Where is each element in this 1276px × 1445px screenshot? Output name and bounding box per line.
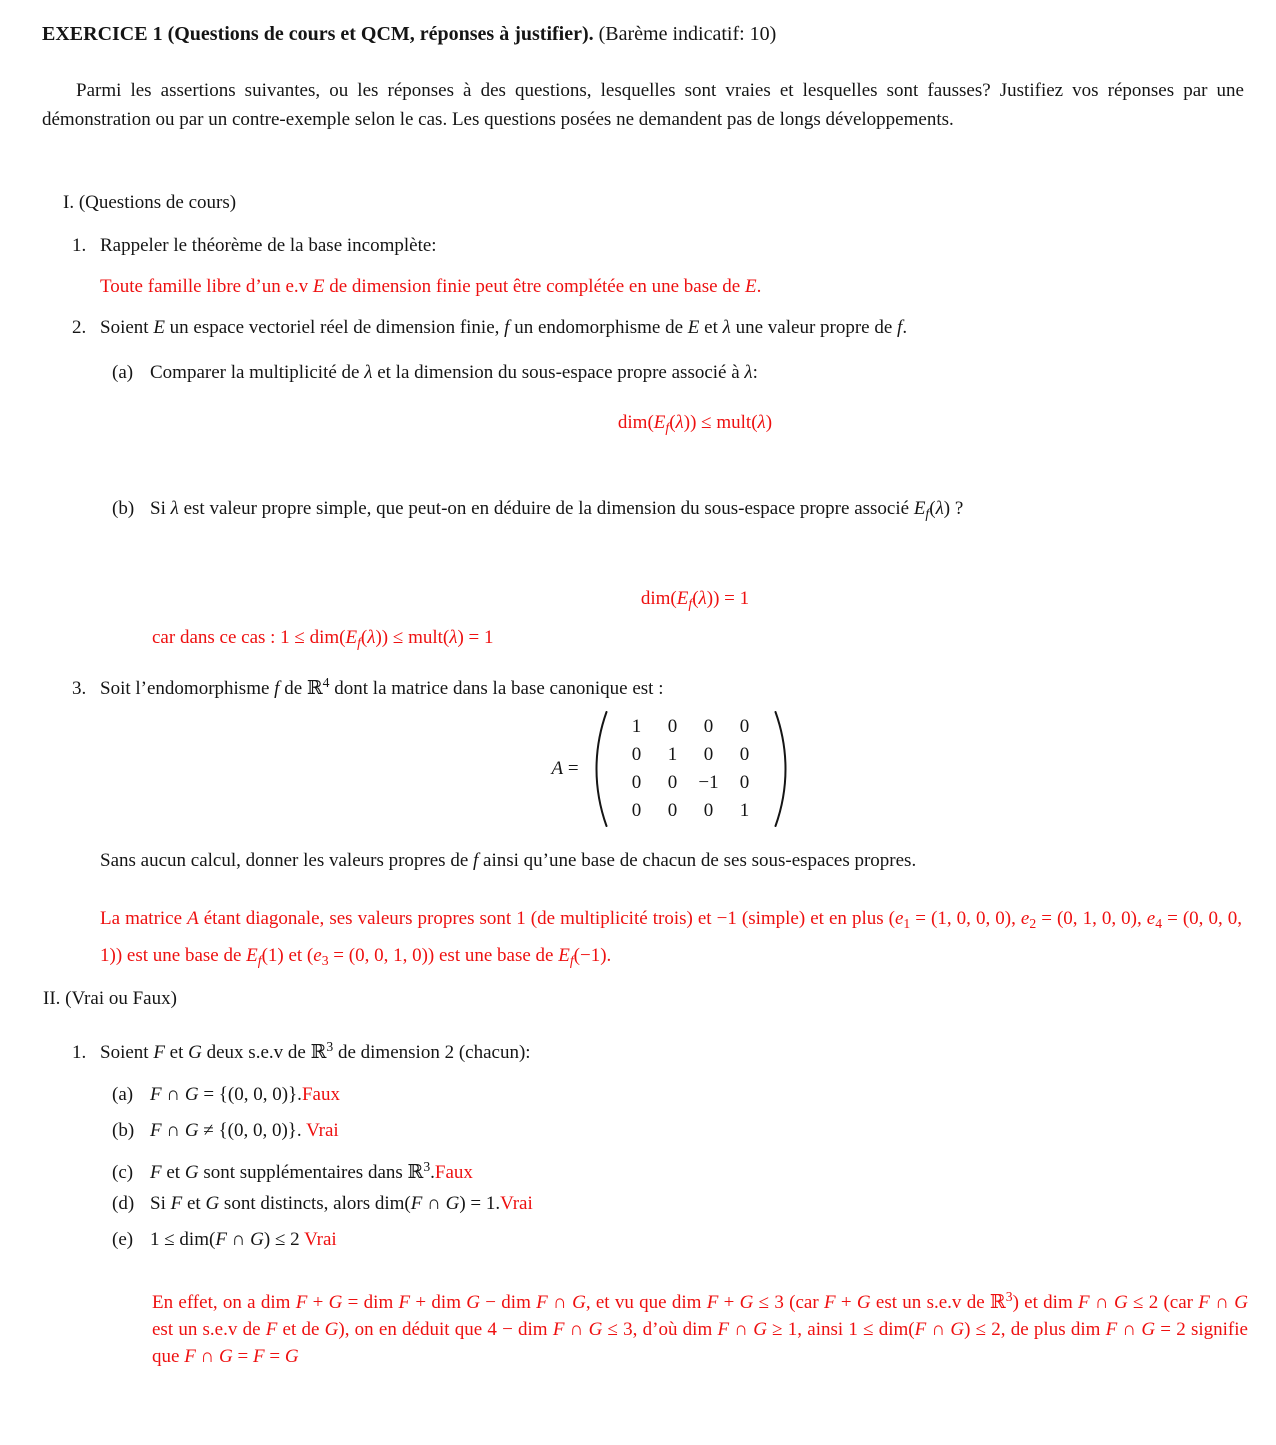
matrix-cell: 0: [703, 744, 714, 765]
item-d-label: (d): [112, 1193, 135, 1214]
part2-item-b: [112, 1116, 339, 1145]
item-d-text: Si F et G sont distincts, alors dim(F ∩ G) = 1.Vrai: [150, 1193, 533, 1214]
question3-answer: La matrice A étant diagonale, ses valeurs propres sont 1 (de multiplicité trois) et −1 (simple) et en plus ($e_1 = (1$, 0, 0, 0), $e_2 = (0$, 1, 0, 0), $e_4 = (0$, 0, 0, 1)) est une base de $E_f(1)$ et ($e_3 = (0$, 0, 1, 0)) est une base de $E_f(-1)$.: [100, 908, 1242, 968]
part1-question1: [72, 231, 437, 260]
matrix-lhs: A =: [551, 758, 579, 779]
question2-text: Soient E un espace vectoriel réel de dimension finie, f un endomorphisme de E et λ une valeur propre de f.: [100, 317, 908, 338]
question2-label: 2.: [72, 317, 87, 338]
question2b-answer-equation: $dim(E_f(\lambda)) = 1$: [640, 588, 750, 611]
question1-label: 1.: [72, 235, 87, 256]
question2a-text: Comparer la multiplicité de λ et la dimension du sous-espace propre associé à λ:: [150, 362, 758, 383]
part2-header: II. (Vrai ou Faux): [43, 988, 177, 1009]
question1-answer: Toute famille libre d’un e.v E de dimension finie peut être complétée en une base de E.: [100, 276, 762, 297]
item-e-text: 1 ≤ dim(F ∩ G) ≤ 2 Vrai: [150, 1229, 337, 1250]
part1-question3: [72, 668, 663, 703]
matrix-cell: 0: [631, 800, 642, 821]
part2-item-a: [112, 1080, 340, 1109]
item-c-text: F et G sont supplémentaires dans ℝ$^3$.Faux: [150, 1159, 473, 1183]
matrix-cell: 0: [703, 800, 714, 821]
matrix-left-paren: [593, 710, 609, 828]
part1-question2a: [112, 358, 758, 387]
matrix-cell: 0: [667, 716, 678, 737]
part2-question1-text: Soient F et G deux s.e.v de ℝ$^3$ de dimension 2 (chacun):: [100, 1039, 531, 1063]
matrix-cell: 0: [667, 772, 678, 793]
intro-paragraph: Parmi les assertions suivantes, ou les réponses à des questions, lesquelles sont vraies et lesquelles sont fausses? Justifiez vos réponses par une démonstration ou par un contre-exemple selon le cas. Les questions posées ne demandent pas de longs développements.: [42, 80, 1244, 130]
item-c-label: (c): [112, 1161, 134, 1183]
matrix-cell: 0: [631, 772, 642, 793]
item-a-label: (a): [112, 1084, 134, 1105]
matrix-cell: −1: [698, 772, 719, 793]
item-b-text: F ∩ G ≠ {(0, 0, 0)}. Vrai: [150, 1120, 339, 1141]
question3-text: Soit l’endomorphisme f de ℝ$^4$ dont la matrice dans la base canonique est :: [100, 675, 664, 699]
question3-followup: Sans aucun calcul, donner les valeurs propres de f ainsi qu’une base de chacun de ses sous-espaces propres.: [100, 850, 917, 871]
part2-item-d: [112, 1189, 533, 1218]
question2b-answer-note: car dans ce cas : $1 \le dim(E_f(\lambda))$ ≤ mult(λ) = 1: [152, 627, 494, 650]
question2b-text: Si λ est valeur propre simple, que peut-on en déduire de la dimension du sous-espace propre associé $E_f(\lambda)$ ?: [150, 498, 964, 521]
question2b-label: (b): [112, 498, 135, 519]
question2a-answer-equation: $dim(E_f(\lambda))$ ≤ mult(λ): [617, 412, 773, 435]
matrix-A-equation: [100, 710, 1240, 828]
matrix-right-paren: [773, 710, 789, 828]
item-a-text: F ∩ G = {(0, 0, 0)}.Faux: [150, 1084, 340, 1105]
question1-text: Rappeler le théorème de la base incomplète:: [100, 235, 437, 256]
exercise-title: EXERCICE 1 (Questions de cours et QCM, réponses à justifier). (Barème indicatif: 10): [42, 23, 777, 45]
matrix-cell: 0: [739, 744, 750, 765]
matrix-cell: 1: [667, 744, 678, 765]
part2-item-c: [112, 1152, 473, 1187]
matrix-cell: 1: [631, 716, 642, 737]
part2-justification: En effet, on a dim F + G = dim F + dim G − dim F ∩ G, et vu que dim F + G ≤ 3 (car F + G est un s.e.v de ℝ$^3$) et dim F ∩ G ≤ 2 (car F ∩ G est un s.e.v de F et de G), on en déduit que 4 − dim F ∩ G ≤ 3, d’où dim F ∩ G ≥ 1, ainsi 1 ≤ dim(F ∩ G) ≤ 2, de plus dim F ∩ G = 2 signifie que F ∩ G = F = G: [152, 1289, 1248, 1367]
matrix-cells: [619, 713, 763, 825]
matrix-cell: 0: [667, 800, 678, 821]
part2-item-e: [112, 1225, 337, 1254]
matrix-cell: 0: [739, 716, 750, 737]
question2a-label: (a): [112, 362, 134, 383]
part1-header: I. (Questions de cours): [63, 192, 237, 213]
part2-question1-label: 1.: [72, 1041, 87, 1063]
matrix-A: [551, 710, 788, 828]
matrix-cell: 1: [739, 800, 750, 821]
matrix-cell: 0: [631, 744, 642, 765]
matrix-cell: 0: [739, 772, 750, 793]
part1-question2: [72, 313, 907, 342]
matrix-cell: 0: [703, 716, 714, 737]
question3-label: 3.: [72, 677, 87, 699]
part2-question1: [72, 1032, 531, 1067]
item-b-label: (b): [112, 1120, 135, 1141]
item-e-label: (e): [112, 1229, 134, 1250]
part1-question2b: [112, 494, 963, 528]
